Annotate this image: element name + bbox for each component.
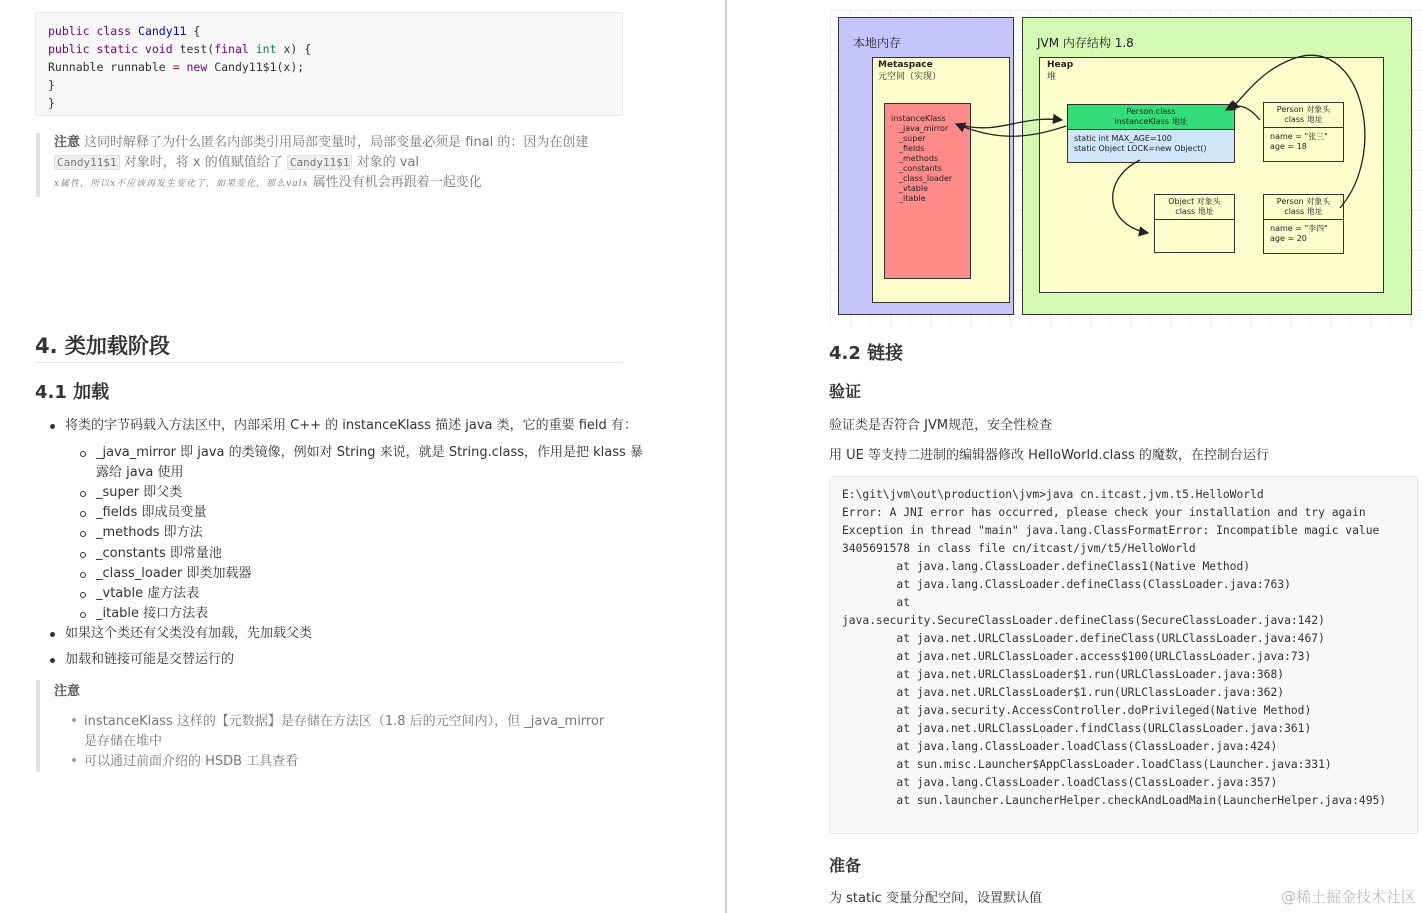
person-class-label: Person.class xyxy=(1126,107,1176,116)
console-line: at java.net.URLClassLoader.defineClass(URLClassLoader.java:467) xyxy=(842,632,1325,645)
console-line: at java.lang.ClassLoader.defineClass(ClassLoader.java:763) xyxy=(842,578,1291,591)
console-output-block xyxy=(829,476,1418,834)
heading-prepare: 准备 xyxy=(829,856,862,875)
static-field: static Object LOCK=new Object() xyxy=(1074,144,1207,153)
note-item: instanceKlass 这样的【元数据】是存储在方法区（1.8 后的元空间内），但 _java_mirror xyxy=(84,714,605,729)
ik-field: _constants xyxy=(899,164,942,173)
list-item: 如果这个类还有父类没有加载，先加载父类 xyxy=(65,626,313,641)
object-field: name = "李四" xyxy=(1270,224,1328,233)
list-item: _class_loader 即类加载器 xyxy=(96,566,252,581)
bullet xyxy=(50,424,55,429)
object-field: age = 20 xyxy=(1270,234,1307,243)
object-class-addr: class 地址 xyxy=(1175,207,1214,216)
arrow-mirror-to-class xyxy=(960,119,1062,128)
section-rule xyxy=(35,362,623,363)
list-item: _constants 即常量池 xyxy=(96,546,222,561)
console-line: at java.net.URLClassLoader$1.run(URLClassLoader.java:362) xyxy=(842,686,1285,699)
diagram-arrows xyxy=(830,10,1422,326)
watermark: @稀土掘金技术社区 xyxy=(1280,888,1416,906)
static-field: static int MAX_AGE=100 xyxy=(1074,134,1172,143)
console-line: at java.lang.ClassLoader.loadClass(ClassLoader.java:424) xyxy=(842,740,1278,753)
list-item: 将类的字节码载入方法区中，内部采用 C++ 的 instanceKlass 描述 java 类，它的重要 field 有： xyxy=(65,418,637,433)
code-line: public class Candy11 { xyxy=(48,24,201,38)
console-line: at xyxy=(842,596,911,609)
console-line: E:\git\jvm\out\production\jvm>java cn.itcast.jvm.t5.HelloWorld xyxy=(842,488,1264,501)
bullet xyxy=(50,658,55,663)
list-item: _super 即父类 xyxy=(96,485,183,500)
console-line: at java.lang.ClassLoader.defineClass1(Native Method) xyxy=(842,560,1251,573)
metaspace-sublabel: 元空间（实现） xyxy=(878,72,942,82)
jvm-title: JVM 内存结构 1.8 xyxy=(1037,36,1134,50)
ik-field: _itable xyxy=(899,194,926,203)
code-line: } xyxy=(48,78,55,92)
heap-sublabel: 堆 xyxy=(1047,72,1057,82)
list-item: _vtable 虚方法表 xyxy=(96,586,200,601)
list-item-continuation: 露给 java 使用 xyxy=(96,465,184,480)
ik-field: _methods xyxy=(899,154,939,163)
object-field: name = "张三" xyxy=(1270,132,1328,141)
ik-field: _fields xyxy=(899,144,925,153)
list-item: 加载和链接可能是交替运行的 xyxy=(65,652,235,667)
code-line: Runnable runnable = new Candy11$1(x); xyxy=(48,60,305,74)
list-item: _java_mirror 即 java 的类镜像，例如对 String 来说，就是 String.class，作用是把 klass 暴 xyxy=(96,445,643,460)
console-line: java.security.SecureClassLoader.defineClass(SecureClassLoader.java:142) xyxy=(842,614,1325,627)
list-item: _methods 即方法 xyxy=(96,525,203,540)
console-line: at java.net.URLClassLoader.findClass(URLClassLoader.java:361) xyxy=(842,722,1312,735)
console-line: Error: A JNI error has occurred, please check your installation and try again xyxy=(842,506,1366,519)
ik-field: _java_mirror xyxy=(899,124,949,133)
ik-field: _class_loader xyxy=(899,174,953,183)
arrow-class-to-mirror xyxy=(956,124,1066,136)
heading-verify: 验证 xyxy=(829,382,862,401)
console-line: at java.security.AccessController.doPrivileged(Native Method) xyxy=(842,704,1312,717)
code-line: } xyxy=(48,96,55,110)
sub-bullet xyxy=(80,511,86,517)
object-header: Person 对象头 xyxy=(1276,105,1331,114)
ik-field: instanceKlass xyxy=(891,114,946,123)
object-field: age = 18 xyxy=(1270,142,1307,151)
sub-bullet xyxy=(80,572,86,578)
paragraph: 验证类是否符合 JVM规范，安全性检查 xyxy=(829,418,1053,433)
bullet xyxy=(50,632,55,637)
console-line: at sun.misc.Launcher$AppClassLoader.loadClass(Launcher.java:331) xyxy=(842,758,1332,771)
console-line: at sun.launcher.LauncherHelper.checkAndLoadMain(LauncherHelper.java:495) xyxy=(842,794,1387,807)
sub-bullet xyxy=(80,552,86,558)
local-memory-label: 本地内存 xyxy=(853,36,902,50)
paragraph: 为 static 变量分配空间，设置默认值 xyxy=(829,891,1042,906)
person-class-addr: instanceKlass 地址 xyxy=(1114,117,1188,126)
note-item: 可以通过前面介绍的 HSDB 工具查看 xyxy=(84,754,299,769)
arrow-person2-to-class xyxy=(1230,55,1365,208)
heap-label: Heap xyxy=(1047,60,1074,70)
note-instanceklass: 注意 instanceKlass 这样的【元数据】是存储在方法区（1.8 后的元空间内），但 _java_mirror 是存储在堆中 可以通过前面介绍的 HSDB 工具查看 xyxy=(36,680,634,772)
sub-bullet xyxy=(80,451,86,457)
sub-bullet xyxy=(80,592,86,598)
page-divider xyxy=(725,0,727,913)
section-title-class-loading: 4. 类加载阶段 xyxy=(35,334,170,358)
metaspace-label: Metaspace xyxy=(878,60,933,70)
paragraph: 用 UE 等支持二进制的编辑器修改 HelloWorld.class 的魔数，在控制台运行 xyxy=(829,448,1269,463)
list-item: _itable 接口方法表 xyxy=(96,606,209,621)
console-line: Exception in thread "main" java.lang.ClassFormatError: Incompatible magic value xyxy=(842,524,1380,537)
console-line: at java.lang.ClassLoader.loadClass(ClassLoader.java:357) xyxy=(842,776,1278,789)
sub-bullet xyxy=(80,491,86,497)
object-class-addr: class 地址 xyxy=(1284,207,1323,216)
note-item-continuation: 是存储在堆中 xyxy=(84,734,163,749)
note-final-explanation: 注意 这同时解释了为什么匿名内部类引用局部变量时，局部变量必须是 final 的：因为在创建 Candy11$1 对象时，将 x 的值赋值给了 Candy11$1 对象的 val x属性，所以x不应该再发生变化了，如果变化，那么valx 属性没有机会再跟着一起变化 xyxy=(36,133,634,197)
code-block-candy11 xyxy=(35,12,623,116)
jvm-memory-diagram xyxy=(830,10,1422,326)
console-line: at java.net.URLClassLoader.access$100(URLClassLoader.java:73) xyxy=(842,650,1312,663)
list-item: _fields 即成员变量 xyxy=(96,505,207,520)
sub-bullet xyxy=(80,531,86,537)
object-header: Person 对象头 xyxy=(1276,197,1331,206)
code-line: public static void test(final int x) { xyxy=(48,42,312,56)
subsection-title-loading: 4.1 加载 xyxy=(35,382,110,403)
ik-field: _vtable xyxy=(899,184,928,193)
object-header: Object 对象头 xyxy=(1168,197,1221,206)
arrow-static-to-object xyxy=(1113,160,1148,233)
subsection-title-linking: 4.2 链接 xyxy=(829,343,904,364)
object-class-addr: class 地址 xyxy=(1284,115,1323,124)
right-page xyxy=(728,0,1422,913)
console-line: 3405691578 in class file cn/itcast/jvm/t5/HelloWorld xyxy=(842,542,1196,555)
console-line: at java.net.URLClassLoader$1.run(URLClassLoader.java:368) xyxy=(842,668,1285,681)
ik-field: _super xyxy=(899,134,926,143)
sub-bullet xyxy=(80,612,86,618)
